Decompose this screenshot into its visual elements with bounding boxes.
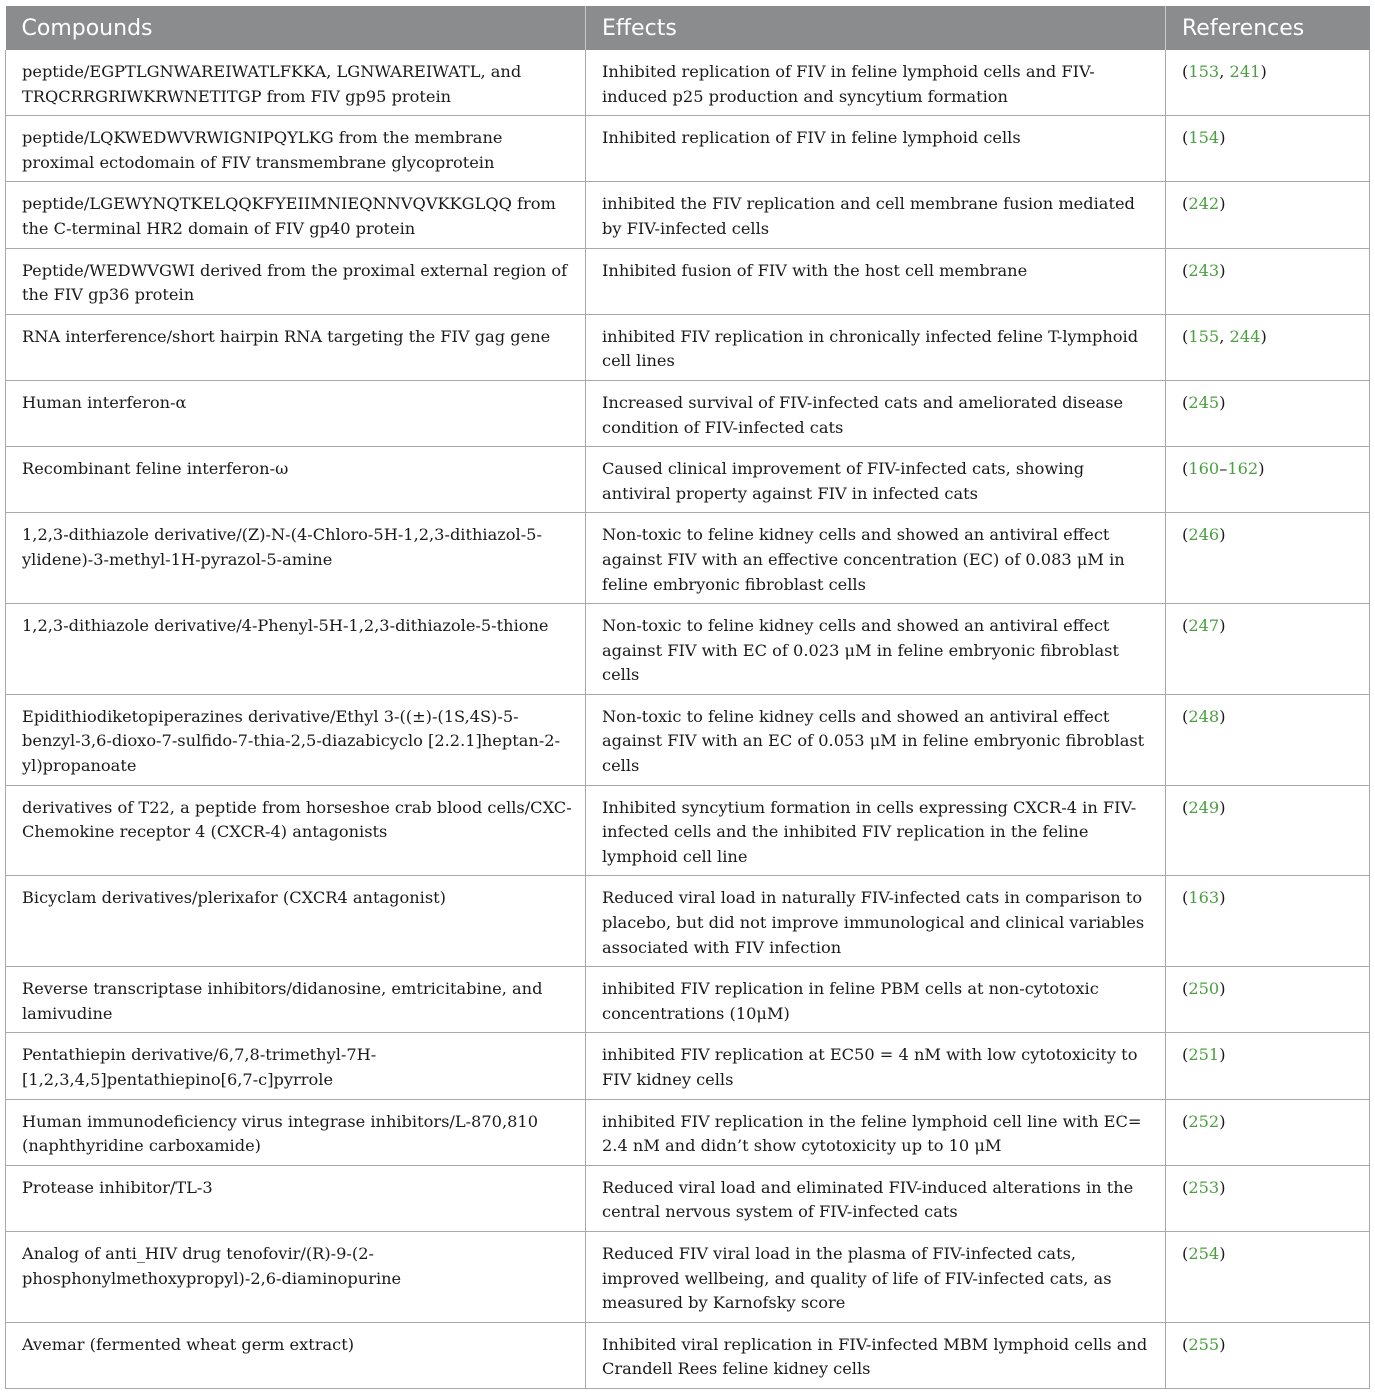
reference-link[interactable]: 255	[1188, 1334, 1220, 1354]
table-row	[6, 50, 1370, 116]
ref-paren-open: (	[1182, 1111, 1189, 1131]
ref-paren-open: (	[1182, 194, 1189, 214]
effect-cell: Inhibited replication of FIV in feline lymphoid cells	[586, 116, 1166, 182]
ref-paren-close: )	[1219, 392, 1226, 412]
table-row	[6, 1099, 1370, 1165]
effect-cell: Non-toxic to feline kidney cells and showed an antiviral effect against FIV with EC of 0.023 μM in feline embryonic fibroblast cells	[586, 604, 1166, 695]
ref-paren-open: (	[1182, 525, 1189, 545]
ref-paren-open: (	[1182, 1045, 1189, 1065]
effect-cell: inhibited FIV replication at EC50 = 4 nM with low cytotoxicity to FIV kidney cells	[586, 1033, 1166, 1099]
ref-paren-open: (	[1182, 888, 1189, 908]
table-row	[6, 694, 1370, 785]
ref-paren-open: (	[1182, 706, 1189, 726]
table-row	[6, 182, 1370, 248]
table-row	[6, 447, 1370, 513]
table-row	[6, 314, 1370, 380]
ref-paren-close: )	[1219, 260, 1226, 280]
ref-paren-close: )	[1219, 1045, 1226, 1065]
ref-paren-open: (	[1182, 459, 1189, 479]
reference-cell	[1166, 1099, 1370, 1165]
reference-cell	[1166, 876, 1370, 967]
ref-paren-close: )	[1219, 1177, 1226, 1197]
reference-link[interactable]: 244	[1229, 326, 1261, 346]
table-row	[6, 1165, 1370, 1231]
reference-link[interactable]: 253	[1188, 1177, 1220, 1197]
compound-cell: 1,2,3-dithiazole derivative/4-Phenyl-5H-1,2,3-dithiazole-5-thione	[6, 604, 586, 695]
ref-paren-open: (	[1182, 62, 1189, 81]
reference-cell	[1166, 1033, 1370, 1099]
reference-link[interactable]: 246	[1188, 525, 1220, 545]
reference-link[interactable]: 160	[1188, 459, 1220, 479]
ref-paren-close: )	[1219, 979, 1226, 999]
reference-cell	[1166, 380, 1370, 446]
reference-link[interactable]: 241	[1229, 62, 1261, 81]
effect-cell: Reduced viral load in naturally FIV-infected cats in comparison to placebo, but did not improve immunological and clinical variables associated with FIV infection	[586, 876, 1166, 967]
ref-paren-close: )	[1219, 1243, 1226, 1263]
compound-cell: derivatives of T22, a peptide from horseshoe crab blood cells/CXC-Chemokine receptor 4 (CXCR-4) antagonists	[6, 785, 586, 876]
compound-cell: Human immunodeficiency virus integrase inhibitors/L-870,810 (naphthyridine carboxamide)	[6, 1099, 586, 1165]
reference-link[interactable]: 245	[1188, 392, 1220, 412]
table-body	[6, 50, 1370, 1388]
reference-cell	[1166, 785, 1370, 876]
header-references: References	[1166, 6, 1370, 50]
ref-paren-open: (	[1182, 979, 1189, 999]
table-row	[6, 1033, 1370, 1099]
reference-cell	[1166, 604, 1370, 695]
ref-separator: ,	[1219, 326, 1230, 346]
compound-cell: Human interferon-α	[6, 380, 586, 446]
table-row	[6, 876, 1370, 967]
ref-paren-close: )	[1260, 62, 1267, 81]
compound-cell: Peptide/WEDWVGWI derived from the proximal external region of the FIV gp36 protein	[6, 248, 586, 314]
reference-link[interactable]: 248	[1188, 706, 1220, 726]
reference-link[interactable]: 162	[1227, 459, 1259, 479]
effect-cell: Non-toxic to feline kidney cells and showed an antiviral effect against FIV with an effective concentration (EC) of 0.083 μM in feline embryonic fibroblast cells	[586, 513, 1166, 604]
effect-cell: Caused clinical improvement of FIV-infected cats, showing antiviral property against FIV in infected cats	[586, 447, 1166, 513]
table-row	[6, 967, 1370, 1033]
ref-paren-open: (	[1182, 1177, 1189, 1197]
compound-cell: RNA interference/short hairpin RNA targeting the FIV gag gene	[6, 314, 586, 380]
table-row	[6, 604, 1370, 695]
ref-paren-close: )	[1258, 459, 1265, 479]
reference-cell	[1166, 248, 1370, 314]
reference-cell	[1166, 447, 1370, 513]
reference-link[interactable]: 154	[1188, 128, 1220, 148]
header-row	[6, 6, 1370, 50]
reference-cell	[1166, 314, 1370, 380]
reference-link[interactable]: 155	[1188, 326, 1220, 346]
ref-paren-close: )	[1219, 888, 1226, 908]
table-row	[6, 785, 1370, 876]
reference-link[interactable]: 254	[1188, 1243, 1220, 1263]
compound-cell: Bicyclam derivatives/plerixafor (CXCR4 antagonist)	[6, 876, 586, 967]
effect-cell: Non-toxic to feline kidney cells and showed an antiviral effect against FIV with an EC of 0.053 μM in feline embryonic fibroblast cells	[586, 694, 1166, 785]
compound-cell: Protease inhibitor/TL-3	[6, 1165, 586, 1231]
ref-paren-open: (	[1182, 797, 1189, 817]
reference-link[interactable]: 252	[1188, 1111, 1220, 1131]
ref-paren-close: )	[1219, 797, 1226, 817]
ref-paren-close: )	[1260, 326, 1267, 346]
ref-paren-open: (	[1182, 616, 1189, 636]
compound-cell: Pentathiepin derivative/6,7,8-trimethyl-7H-[1,2,3,4,5]pentathiepino[6,7-c]pyrrole	[6, 1033, 586, 1099]
compounds-table	[5, 6, 1370, 1389]
compound-cell: Avemar (fermented wheat germ extract)	[6, 1322, 586, 1388]
compound-cell: peptide/EGPTLGNWAREIWATLFKKA, LGNWAREIWATL, and TRQCRRGRIWKRWNETITGP from FIV gp95 protein	[6, 50, 586, 116]
ref-paren-open: (	[1182, 1243, 1189, 1263]
effect-cell: inhibited FIV replication in chronically infected feline T-lymphoid cell lines	[586, 314, 1166, 380]
compound-cell: Reverse transcriptase inhibitors/didanosine, emtricitabine, and lamivudine	[6, 967, 586, 1033]
ref-paren-open: (	[1182, 260, 1189, 280]
reference-link[interactable]: 251	[1188, 1045, 1220, 1065]
compound-cell: Recombinant feline interferon-ω	[6, 447, 586, 513]
header-effects: Effects	[586, 6, 1166, 50]
reference-cell	[1166, 1231, 1370, 1322]
table-row	[6, 1231, 1370, 1322]
ref-paren-close: )	[1219, 616, 1226, 636]
header-compounds: Compounds	[6, 6, 586, 50]
reference-link[interactable]: 153	[1188, 62, 1220, 81]
reference-link[interactable]: 250	[1188, 979, 1220, 999]
reference-link[interactable]: 242	[1188, 194, 1220, 214]
reference-cell	[1166, 116, 1370, 182]
table-row	[6, 380, 1370, 446]
reference-cell	[1166, 182, 1370, 248]
effect-cell: inhibited FIV replication in the feline lymphoid cell line with EC= 2.4 nM and didn’t show cytotoxicity up to 10 μM	[586, 1099, 1166, 1165]
compound-cell: peptide/LQKWEDWVRWIGNIPQYLKG from the membrane proximal ectodomain of FIV transmembrane glycoprotein	[6, 116, 586, 182]
reference-cell	[1166, 513, 1370, 604]
ref-separator: –	[1219, 459, 1228, 479]
reference-link[interactable]: 249	[1188, 797, 1220, 817]
effect-cell: Inhibited viral replication in FIV-infected MBM lymphoid cells and Crandell Rees feline kidney cells	[586, 1322, 1166, 1388]
effect-cell: Inhibited fusion of FIV with the host cell membrane	[586, 248, 1166, 314]
ref-paren-close: )	[1219, 1334, 1226, 1354]
reference-link[interactable]: 163	[1188, 888, 1220, 908]
ref-paren-open: (	[1182, 392, 1189, 412]
effect-cell: Increased survival of FIV-infected cats and ameliorated disease condition of FIV-infected cats	[586, 380, 1166, 446]
table-container	[5, 6, 1369, 1389]
reference-link[interactable]: 243	[1188, 260, 1220, 280]
reference-cell	[1166, 967, 1370, 1033]
ref-paren-open: (	[1182, 326, 1189, 346]
ref-paren-close: )	[1219, 194, 1226, 214]
ref-paren-open: (	[1182, 1334, 1189, 1354]
effect-cell: Inhibited syncytium formation in cells expressing CXCR-4 in FIV-infected cells and the inhibited FIV replication in the feline lymphoid cell line	[586, 785, 1166, 876]
reference-cell	[1166, 50, 1370, 116]
ref-paren-open: (	[1182, 128, 1189, 148]
compound-cell: Analog of anti_HIV drug tenofovir/(R)-9-(2-phosphonylmethoxypropyl)-2,6-diaminopurine	[6, 1231, 586, 1322]
ref-paren-close: )	[1219, 525, 1226, 545]
reference-cell	[1166, 694, 1370, 785]
effect-cell: Reduced viral load and eliminated FIV-induced alterations in the central nervous system of FIV-infected cats	[586, 1165, 1166, 1231]
ref-paren-close: )	[1219, 706, 1226, 726]
table-row	[6, 116, 1370, 182]
effect-cell: Reduced FIV viral load in the plasma of FIV-infected cats, improved wellbeing, and quality of life of FIV-infected cats, as measured by Karnofsky score	[586, 1231, 1166, 1322]
reference-link[interactable]: 247	[1188, 616, 1220, 636]
reference-cell	[1166, 1322, 1370, 1388]
effect-cell: Inhibited replication of FIV in feline lymphoid cells and FIV-induced p25 production and syncytium formation	[586, 50, 1166, 116]
ref-paren-close: )	[1219, 128, 1226, 148]
table-row	[6, 513, 1370, 604]
table-row	[6, 1322, 1370, 1388]
ref-paren-close: )	[1219, 1111, 1226, 1131]
compound-cell: Epidithiodiketopiperazines derivative/Ethyl 3-((±)-(1S,4S)-5-benzyl-3,6-dioxo-7-sulfido-7-thia-2,5-diazabicyclo [2.2.1]heptan-2-yl)propanoate	[6, 694, 586, 785]
ref-separator: ,	[1219, 62, 1230, 81]
effect-cell: inhibited FIV replication in feline PBM cells at non-cytotoxic concentrations (10μM)	[586, 967, 1166, 1033]
compound-cell: peptide/LGEWYNQTKELQQKFYEIIMNIEQNNVQVKKGLQQ from the C-terminal HR2 domain of FIV gp40 protein	[6, 182, 586, 248]
compound-cell: 1,2,3-dithiazole derivative/(Z)-N-(4-Chloro-5H-1,2,3-dithiazol-5-ylidene)-3-methyl-1H-pyrazol-5-amine	[6, 513, 586, 604]
table-row	[6, 248, 1370, 314]
effect-cell: inhibited the FIV replication and cell membrane fusion mediated by FIV-infected cells	[586, 182, 1166, 248]
reference-cell	[1166, 1165, 1370, 1231]
